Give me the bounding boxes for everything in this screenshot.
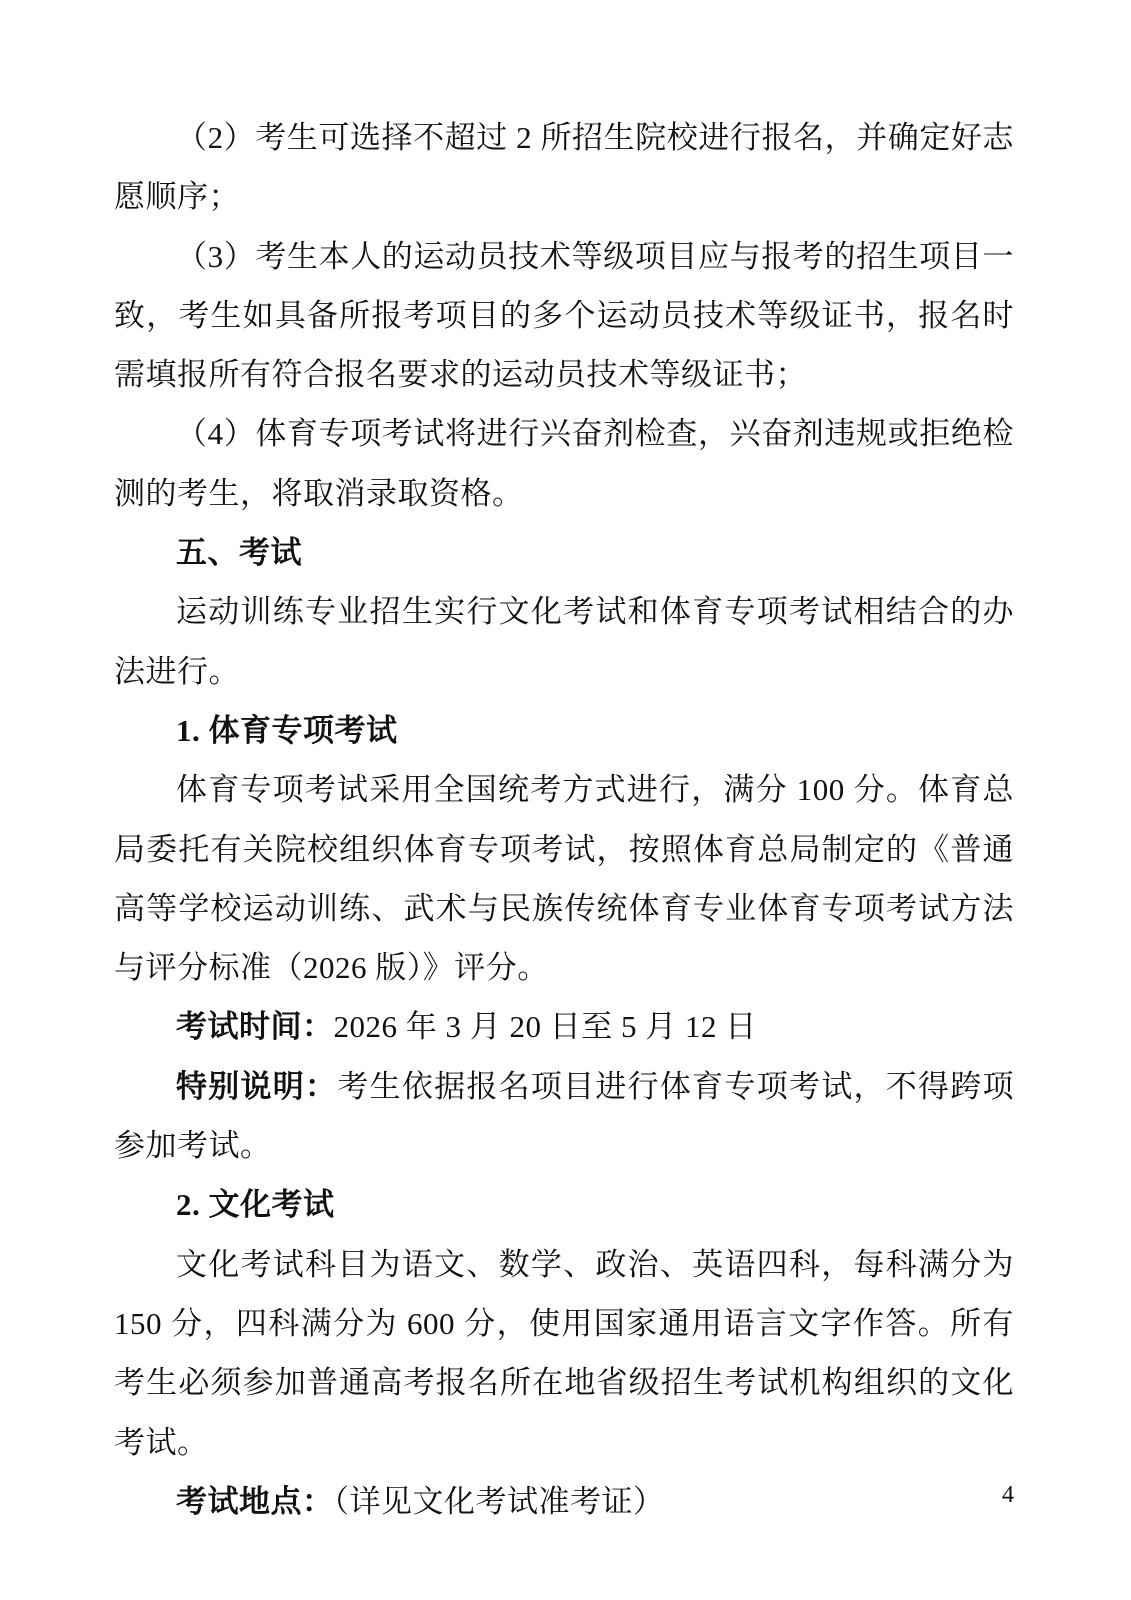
- culture-exam-paragraph: 文化考试科目为语文、数学、政治、英语四科，每科满分为 150 分，四科满分为 600 分，使用国家通用语言文字作答。所有考生必须参加普通高考报名所在地省级招生考试机构组织的文化考试。: [114, 1246, 1014, 1460]
- list-item-4: （4）体育专项考试将进行兴奋剂检查，兴奋剂违规或拒绝检测的考生，将取消录取资格。: [114, 416, 1014, 511]
- special-note-label: 特别说明：: [176, 1068, 338, 1104]
- subsection-heading-sport-exam: 1. 体育专项考试: [176, 712, 398, 748]
- list-item-2: （2）考生可选择不超过 2 所招生院校进行报名，并确定好志愿顺序；: [114, 120, 1014, 215]
- exam-time-paragraph: [114, 997, 1014, 1056]
- section-heading-exam: 五、考试: [176, 535, 302, 571]
- section-intro-paragraph: 运动训练专业招生实行文化考试和体育专项考试相结合的办法进行。: [114, 594, 1014, 689]
- page-number: 4: [1002, 1482, 1014, 1508]
- subsection-heading-culture-exam: 2. 文化考试: [176, 1187, 335, 1223]
- special-note-paragraph: [114, 1057, 1014, 1176]
- exam-time-label: 考试时间：: [176, 1009, 334, 1045]
- special-note-value: 考生依据报名项目进行体育专项考试，不得跨项参加考试。: [114, 1068, 1015, 1164]
- exam-place-value: （详见文化考试准考证）: [333, 1483, 665, 1519]
- exam-time-value: 2026 年 3 月 20 日至 5 月 12 日: [333, 1009, 757, 1045]
- exam-place-paragraph: [114, 1472, 1014, 1531]
- exam-place-label: 考试地点：: [176, 1483, 334, 1519]
- sport-exam-paragraph: 体育专项考试采用全国统考方式进行，满分 100 分。体育总局委托有关院校组织体育专项考试，按照体育总局制定的《普通高等学校运动训练、武术与民族传统体育专业体育专项考试方法与评分标准（2026 版）》评分。: [114, 772, 1014, 986]
- list-item-3: （3）考生本人的运动员技术等级项目应与报考的招生项目一致，考生如具备所报考项目的多个运动员技术等级证书，报名时需填报所有符合报名要求的运动员技术等级证书；: [114, 238, 1014, 393]
- document-body: [114, 108, 1014, 1531]
